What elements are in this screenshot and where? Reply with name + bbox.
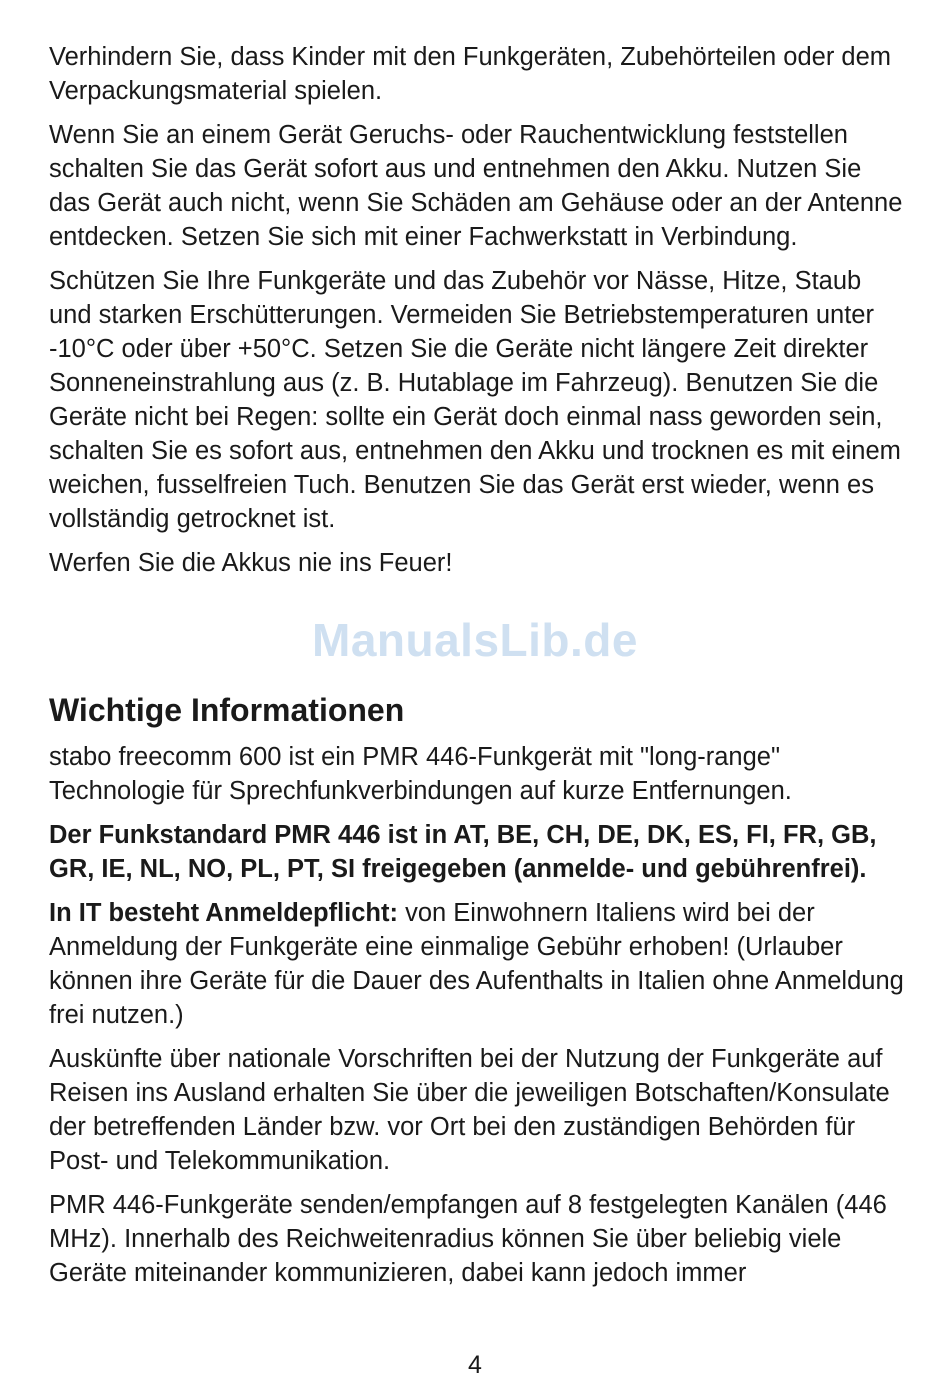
info-paragraph-travel: Auskünfte über nationale Vorschriften bei der Nutzung der Funkgeräte auf Reisen ins Ausland erhalten Sie über die jeweiligen Botschaften/Konsulate der betreffenden Länder bzw. vor Ort bei den zuständigen Behörden für Post- und Telekommunikation. — [49, 1045, 890, 1175]
safety-paragraph-children: Verhindern Sie, dass Kinder mit den Funkgeräten, Zubehörteilen oder dem Verpackungsmaterial spielen. — [49, 43, 891, 105]
italy-text: von Einwohnern Italiens wird bei der Anmeldung der Funkgeräte eine einmalige Gebühr erhoben! (Urlauber können ihre Geräte für die Dauer des Aufenthalts in Italien ohne Anmeldung frei nutzen.) — [49, 899, 904, 1029]
info-paragraph-standard: Der Funkstandard PMR 446 ist in AT, BE, CH, DE, DK, ES, FI, FR, GB, GR, IE, NL, NO, PL, PT, SI freigegeben (anmelde- und gebührenfrei). — [49, 821, 877, 883]
info-paragraph-italy — [49, 896, 905, 1032]
safety-paragraph-environment: Schützen Sie Ihre Funkgeräte und das Zubehör vor Nässe, Hitze, Staub und starken Erschütterungen. Vermeiden Sie Betriebstemperaturen unter -10°C oder über +50°C. Setzen Sie die Geräte nicht längere Zeit direkter Sonneneinstrahlung aus (z. B. Hutablage im Fahrzeug). Benutzen Sie die Geräte nicht bei Regen: sollte ein Gerät doch einmal nass geworden sein, schalten Sie es sofort aus, entnehmen den Akku und trocknen es mit einem weichen, fusselfreien Tuch. Benutzen Sie das Gerät erst wieder, wenn es vollständig getrocknet ist. — [49, 267, 901, 533]
info-paragraph-channels: PMR 446-Funkgeräte senden/empfangen auf 8 festgelegten Kanälen (446 MHz). Innerhalb des Reichweitenradius können Sie über beliebig viele Geräte miteinander kommunizieren, dabei kann jedoch immer — [49, 1191, 887, 1287]
info-section — [49, 740, 905, 1290]
safety-paragraph-fire: Werfen Sie die Akkus nie ins Feuer! — [49, 549, 453, 577]
italy-lead: In IT besteht Anmeldepflicht: — [49, 899, 398, 927]
safety-paragraph-smoke: Wenn Sie an einem Gerät Geruchs- oder Rauchentwicklung feststellen schalten Sie das Gerät sofort aus und entnehmen den Akku. Nutzen Sie das Gerät auch nicht, wenn Sie Schäden am Gehäuse oder an der Antenne entdecken. Setzen Sie sich mit einer Fachwerkstatt in Verbindung. — [49, 121, 903, 251]
info-paragraph-intro: stabo freecomm 600 ist ein PMR 446-Funkgerät mit "long-range" Technologie für Sprechfunkverbindungen auf kurze Entfernungen. — [49, 743, 792, 805]
watermark: ManualsLib.de — [312, 614, 638, 666]
safety-section — [49, 40, 905, 580]
section-heading: Wichtige Informationen — [49, 692, 405, 728]
page-number: 4 — [468, 1351, 482, 1379]
